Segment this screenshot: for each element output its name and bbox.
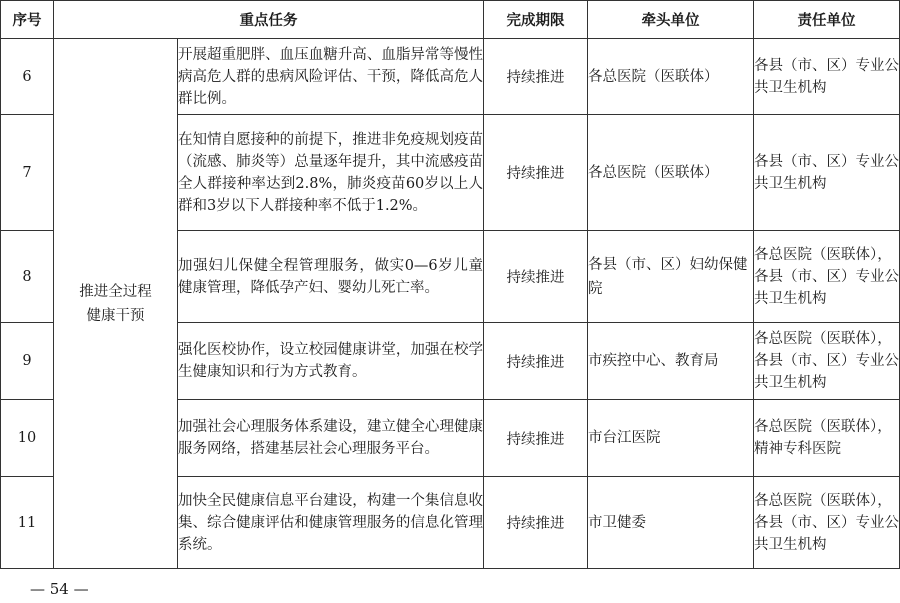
responsible-unit: 各县（市、区）专业公共卫生机构 <box>754 39 900 115</box>
period-cell: 持续推进 <box>484 39 588 115</box>
period-cell: 持续推进 <box>484 477 588 569</box>
lead-unit: 各县（市、区）妇幼保健院 <box>588 231 754 323</box>
row-number: 8 <box>1 231 54 323</box>
category-label: 推进全过程 健康干预 <box>79 283 152 324</box>
lead-unit: 市卫健委 <box>588 477 754 569</box>
task-text: 在知情自愿接种的前提下，推进非免疫规划疫苗（流感、肺炎等）总量逐年提升，其中流感疫苗全人群接种率达到2.8%，肺炎疫苗60岁以上人群和3岁以下人群接种率不低于1.2%。 <box>178 115 484 231</box>
period-cell: 持续推进 <box>484 323 588 400</box>
period-cell: 持续推进 <box>484 400 588 477</box>
lead-unit: 各总医院（医联体） <box>588 39 754 115</box>
task-text: 加强妇儿保健全程管理服务，做实0—6岁儿童健康管理，降低孕产妇、婴幼儿死亡率。 <box>178 231 484 323</box>
task-text: 加强社会心理服务体系建设，建立健全心理健康服务网络，搭建基层社会心理服务平台。 <box>178 400 484 477</box>
header-no: 序号 <box>1 1 54 39</box>
lead-unit: 市台江医院 <box>588 400 754 477</box>
table-row <box>1 39 900 115</box>
task-text: 开展超重肥胖、血压血糖升高、血脂异常等慢性病高危人群的患病风险评估、干预，降低高危人群比例。 <box>178 39 484 115</box>
responsible-unit: 各总医院（医联体），精神专科医院 <box>754 400 900 477</box>
row-number: 11 <box>1 477 54 569</box>
task-text: 加快全民健康信息平台建设，构建一个集信息收集、综合健康评估和健康管理服务的信息化管理系统。 <box>178 477 484 569</box>
category-cell <box>54 39 178 569</box>
row-number: 6 <box>1 39 54 115</box>
row-number: 10 <box>1 400 54 477</box>
page-number: — 54 — <box>30 580 89 598</box>
period-cell: 持续推进 <box>484 231 588 323</box>
table-header-row <box>1 1 900 39</box>
period-cell: 持续推进 <box>484 115 588 231</box>
lead-unit: 各总医院（医联体） <box>588 115 754 231</box>
row-number: 9 <box>1 323 54 400</box>
responsible-unit: 各总医院（医联体），各县（市、区）专业公共卫生机构 <box>754 477 900 569</box>
header-task: 重点任务 <box>54 1 484 39</box>
responsible-unit: 各总医院（医联体），各县（市、区）专业公共卫生机构 <box>754 323 900 400</box>
header-period: 完成期限 <box>484 1 588 39</box>
header-lead: 牵头单位 <box>588 1 754 39</box>
responsible-unit: 各县（市、区）专业公共卫生机构 <box>754 115 900 231</box>
responsible-unit: 各总医院（医联体），各县（市、区）专业公共卫生机构 <box>754 231 900 323</box>
task-text: 强化医校协作，设立校园健康讲堂，加强在校学生健康知识和行为方式教育。 <box>178 323 484 400</box>
row-number: 7 <box>1 115 54 231</box>
header-responsible: 责任单位 <box>754 1 900 39</box>
lead-unit: 市疾控中心、教育局 <box>588 323 754 400</box>
